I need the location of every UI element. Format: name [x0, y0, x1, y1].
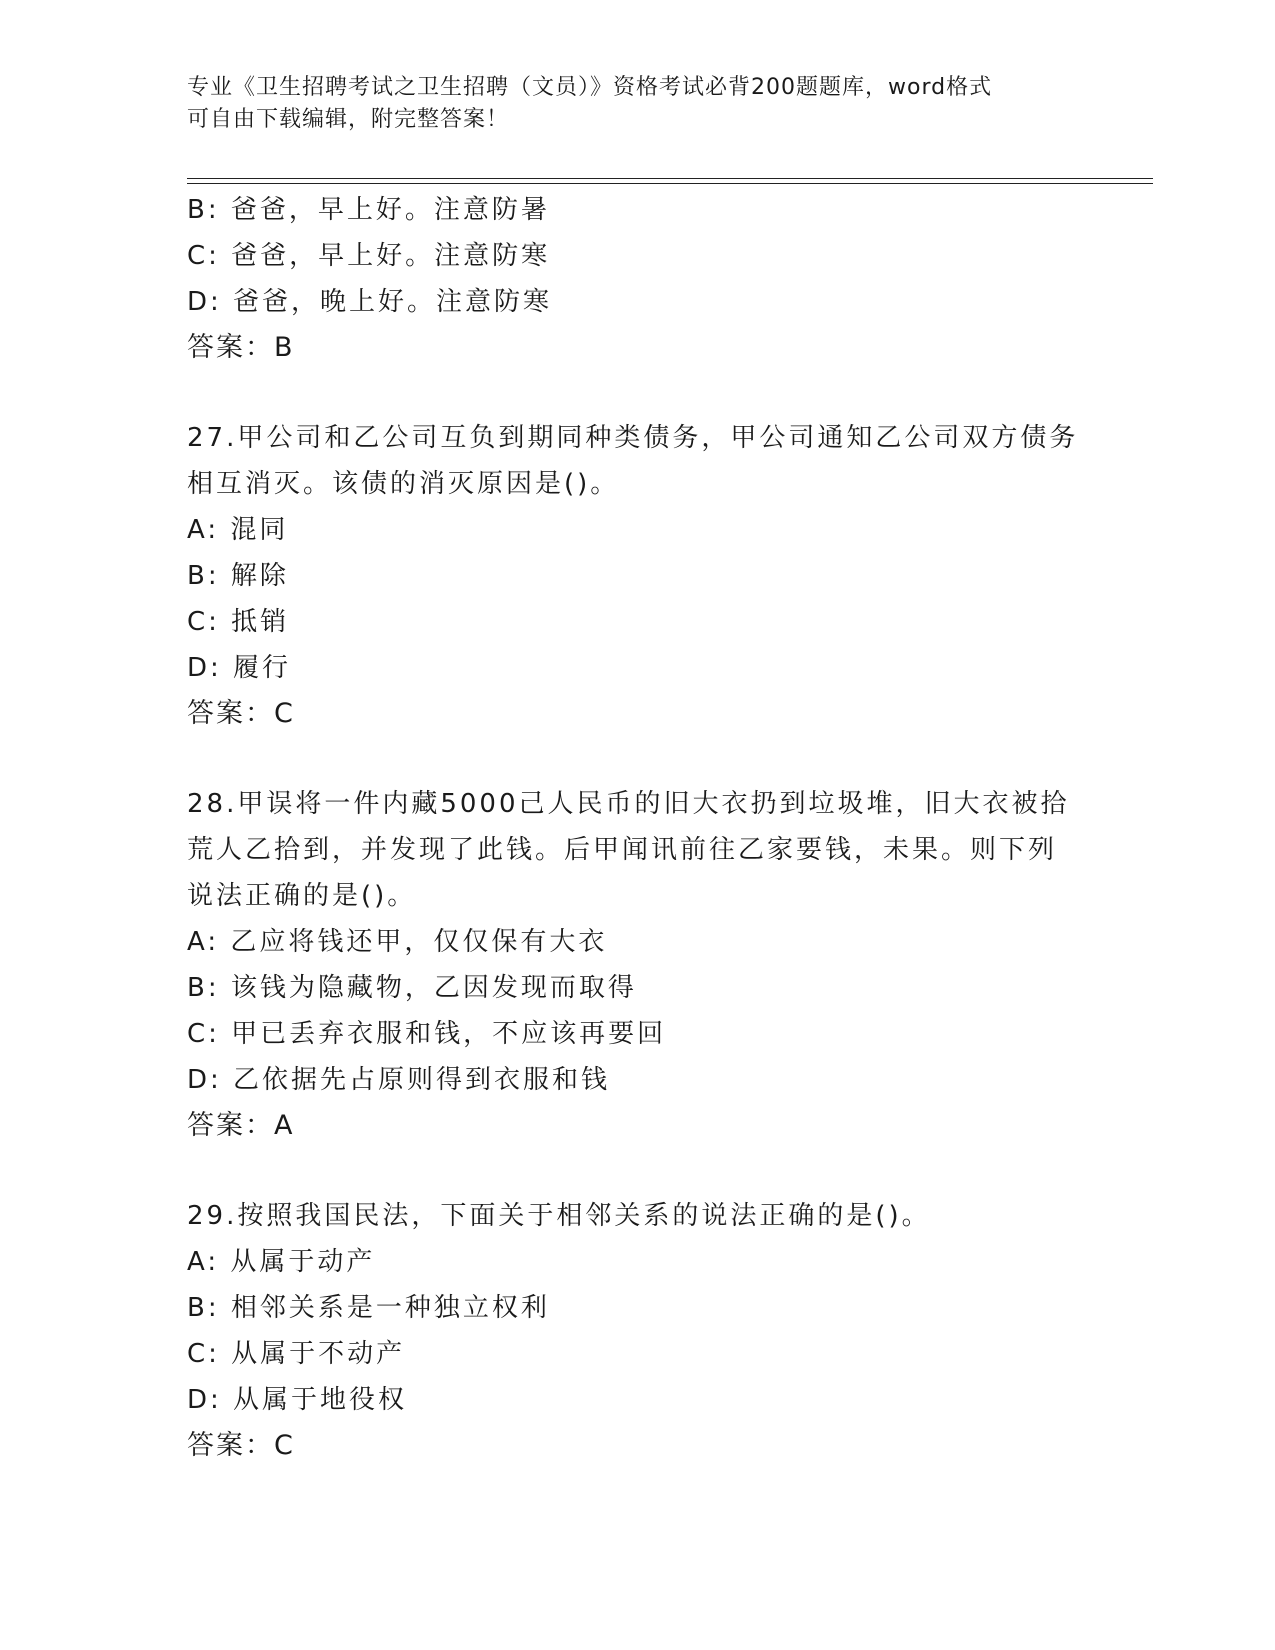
option-line: B: 爸爸，早上好。注意防暑 — [187, 195, 550, 225]
document-header — [187, 72, 1087, 136]
option-line: C: 甲已丢弃衣服和钱，不应该再要回 — [187, 1019, 667, 1049]
answer-line: 答案：B — [187, 332, 295, 363]
answer-line: 答案：A — [187, 1110, 295, 1141]
option-line: C: 抵销 — [187, 607, 290, 637]
option-line: D: 爸爸，晚上好。注意防寒 — [187, 287, 553, 317]
option-line: D: 履行 — [187, 653, 292, 683]
option-line: B: 该钱为隐藏物，乙因发现而取得 — [187, 973, 637, 1003]
question-text: 说法正确的是()。 — [187, 881, 417, 911]
option-line: C: 爸爸，早上好。注意防寒 — [187, 241, 551, 271]
option-line: B: 相邻关系是一种独立权利 — [187, 1293, 550, 1323]
option-line: D: 乙依据先占原则得到衣服和钱 — [187, 1065, 611, 1095]
option-line: A: 从属于动产 — [187, 1247, 376, 1277]
option-line: C: 从属于不动产 — [187, 1339, 406, 1369]
question-text: 28.甲误将一件内藏5000己人民币的旧大衣扔到垃圾堆，旧大衣被拾 — [187, 789, 1070, 819]
answer-line: 答案：C — [187, 1430, 295, 1461]
question-spacer — [187, 737, 1087, 781]
option-line: A: 混同 — [187, 515, 289, 545]
header-rule-bottom — [187, 183, 1153, 184]
header-line-2: 可自由下载编辑，附完整答案！ — [187, 107, 510, 132]
question-text: 29.按照我国民法，下面关于相邻关系的说法正确的是()。 — [187, 1201, 931, 1231]
question-list — [187, 187, 1087, 1469]
header-rule-top — [187, 178, 1153, 179]
option-line: B: 解除 — [187, 561, 289, 591]
option-line: D: 从属于地役权 — [187, 1385, 408, 1415]
question-text: 相互消灭。该债的消灭原因是()。 — [187, 469, 620, 499]
answer-line: 答案：C — [187, 698, 295, 729]
header-line-1: 专业《卫生招聘考试之卫生招聘（文员）》资格考试必背200题题库，word格式 — [187, 75, 993, 100]
question-spacer — [187, 1149, 1087, 1193]
question-text: 荒人乙拾到，并发现了此钱。后甲闻讯前往乙家要钱，未果。则下列 — [187, 835, 1058, 865]
question-text: 27.甲公司和乙公司互负到期同种类债务，甲公司通知乙公司双方债务 — [187, 423, 1079, 453]
option-line: A: 乙应将钱还甲，仅仅保有大衣 — [187, 927, 608, 957]
question-spacer — [187, 371, 1087, 415]
